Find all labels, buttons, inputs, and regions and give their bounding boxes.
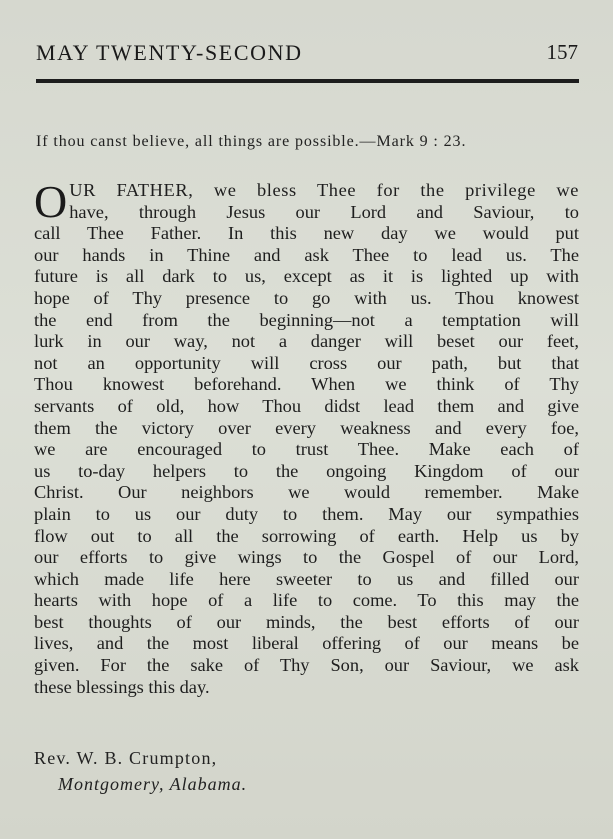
prayer-line: lives, and the most liberal offering of our means be [34, 633, 579, 654]
scripture-verse: If thou canst believe, all things are possible.—Mark 9 : 23. [36, 133, 467, 150]
prayer-line: our efforts to give wings to the Gospel of our Lord, [34, 547, 579, 568]
prayer-line: UR FATHER, we bless Thee for the privilege we [69, 180, 579, 200]
prayer-line: flow out to all the sorrowing of earth. Help us by [34, 525, 579, 546]
prayer-line: us to-day helpers to the ongoing Kingdom of our [34, 460, 579, 481]
prayer-line: Thou knowest beforehand. When we think of Thy [34, 374, 579, 395]
header-rule [36, 79, 579, 83]
prayer-line: hope of Thy presence to go with us. Thou knowest [34, 287, 579, 308]
prayer-line: have, through Jesus our Lord and Saviour, to [69, 201, 579, 222]
author-location: Montgomery, Alabama. [58, 774, 248, 794]
prayer-line: we are encouraged to trust Thee. Make each of [34, 439, 579, 460]
prayer-line: which made life here sweeter to us and filled our [34, 568, 579, 589]
prayer-line: call Thee Father. In this new day we would put [34, 223, 579, 244]
prayer-line: hearts with hope of a life to come. To this may the [34, 590, 579, 611]
drop-cap: O [34, 176, 68, 227]
page-number: 157 [546, 40, 578, 64]
prayer-line: these blessings this day. [34, 676, 210, 697]
prayer-line: Christ. Our neighbors we would remember. Make [34, 482, 579, 503]
prayer-text [34, 176, 579, 698]
prayer-line: plain to us our duty to them. May our sympathies [34, 503, 579, 524]
author-name: Rev. W. B. Crumpton, [34, 748, 218, 768]
prayer-line: servants of old, how Thou didst lead them and give [34, 395, 579, 416]
prayer-line: not an opportunity will cross our path, but that [34, 352, 579, 373]
prayer-line: the end from the beginning—not a temptation will [34, 309, 579, 330]
prayer-line: given. For the sake of Thy Son, our Saviour, we ask [34, 655, 579, 676]
signature-block [34, 745, 247, 797]
prayer-line: lurk in our way, not a danger will beset our feet, [34, 331, 579, 352]
prayer-line: future is all dark to us, except as it is lighted up with [34, 266, 579, 287]
page-header [36, 40, 578, 70]
prayer-line: them the victory over every weakness and every foe, [34, 417, 579, 438]
prayer-line: our hands in Thine and ask Thee to lead us. The [34, 244, 579, 265]
page-title: MAY TWENTY-SECOND [36, 40, 303, 65]
prayer-line: best thoughts of our minds, the best efforts of our [34, 611, 579, 632]
